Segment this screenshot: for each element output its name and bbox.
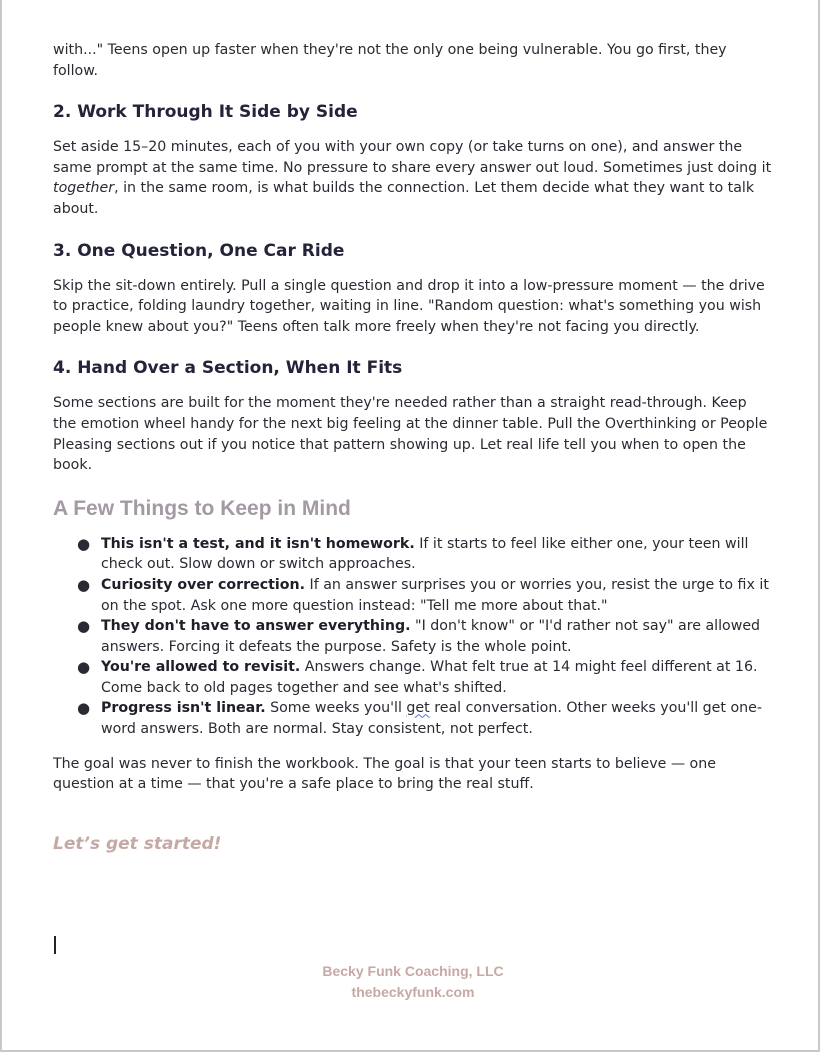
section-body-hand-over: Some sections are built for the moment they're needed rather than a straight read-through. Keep the emotion wheel handy for the next big feeling at the dinner table. Pull the Overthinking or People Pleasing sections out if you notice that pattern showing up. Let real life tell you when to open the book. <box>53 395 768 474</box>
list-item-lead: This isn't a test, and it isn't homework. <box>101 535 415 552</box>
list-item-lead: Curiosity over correction. <box>101 576 306 593</box>
keep-in-mind-heading: A Few Things to Keep in Mind <box>53 496 351 520</box>
closing-paragraph: The goal was never to finish the workbook. The goal is that your teen starts to believe — one question at a time — that you're a safe place to bring the real stuff. <box>53 755 716 793</box>
bullet-icon: ● <box>77 699 91 718</box>
list-item-lead: You're allowed to revisit. <box>101 659 301 676</box>
spellcheck-flagged-word[interactable]: get <box>406 700 430 717</box>
list-item <box>53 534 773 575</box>
bullet-icon: ● <box>77 658 91 677</box>
list-item-text: "I don't know" or "I'd rather not say" are allowed answers. Forcing it defeats the purpose. Safety is the whole point. <box>101 618 761 655</box>
section-heading-hand-over: 4. Hand Over a Section, When It Fits <box>53 358 403 379</box>
emphasis-text: together <box>53 180 115 197</box>
list-item <box>53 657 773 698</box>
body-text: , in the same room, is what builds the connection. Let them decide what they want to talk about. <box>53 180 755 217</box>
page-footer <box>2 961 824 1003</box>
footer-website[interactable]: thebeckyfunk.com <box>351 984 475 1000</box>
bullet-icon: ● <box>77 617 91 636</box>
keep-in-mind-list <box>53 534 773 740</box>
text-cursor[interactable] <box>54 936 56 954</box>
list-item-text: If an answer surprises you or worries you, resist the urge to fix it on the spot. Ask one more question instead: "Tell me more about that." <box>101 576 769 614</box>
list-item-text: If it starts to feel like either one, your teen will check out. Slow down or switch approaches. <box>101 535 749 573</box>
intro-paragraph-tail: with..." Teens open up faster when they're not the only one being vulnerable. You go first, they follow. <box>53 42 727 79</box>
bullet-icon: ● <box>77 575 91 594</box>
bullet-icon: ● <box>77 534 91 553</box>
list-item-text: real conversation. Other weeks you'll get one-word answers. Both are normal. Stay consistent, not perfect. <box>101 700 762 738</box>
section-heading-car-ride: 3. One Question, One Car Ride <box>53 240 345 261</box>
section-body-side-by-side <box>53 137 773 219</box>
list-item-text: Answers change. What felt true at 14 might feel different at 16. Come back to old pages together and see what's shifted. <box>101 659 758 696</box>
list-item <box>53 575 773 616</box>
call-to-action: Let’s get started! <box>53 833 222 854</box>
list-item-lead: They don't have to answer everything. <box>101 618 411 635</box>
document-body <box>53 40 773 855</box>
section-body-car-ride: Skip the sit-down entirely. Pull a single question and drop it into a low-pressure moment — the drive to practice, folding laundry together, waiting in line. "Random question: what's something you wish people knew about you?" Teens often talk more freely when they're not facing you directly. <box>53 277 765 335</box>
body-text: Set aside 15–20 minutes, each of you with your own copy (or take turns on one), and answer the same prompt at the same time. No pressure to share every answer out loud. Sometimes just doing it <box>53 139 772 176</box>
footer-company: Becky Funk Coaching, LLC <box>322 963 504 979</box>
section-heading-side-by-side: 2. Work Through It Side by Side <box>53 102 358 123</box>
list-item-lead: Progress isn't linear. <box>101 700 266 717</box>
list-item <box>53 698 773 739</box>
list-item-text: Some weeks you'll <box>265 700 407 717</box>
list-item <box>53 616 773 657</box>
